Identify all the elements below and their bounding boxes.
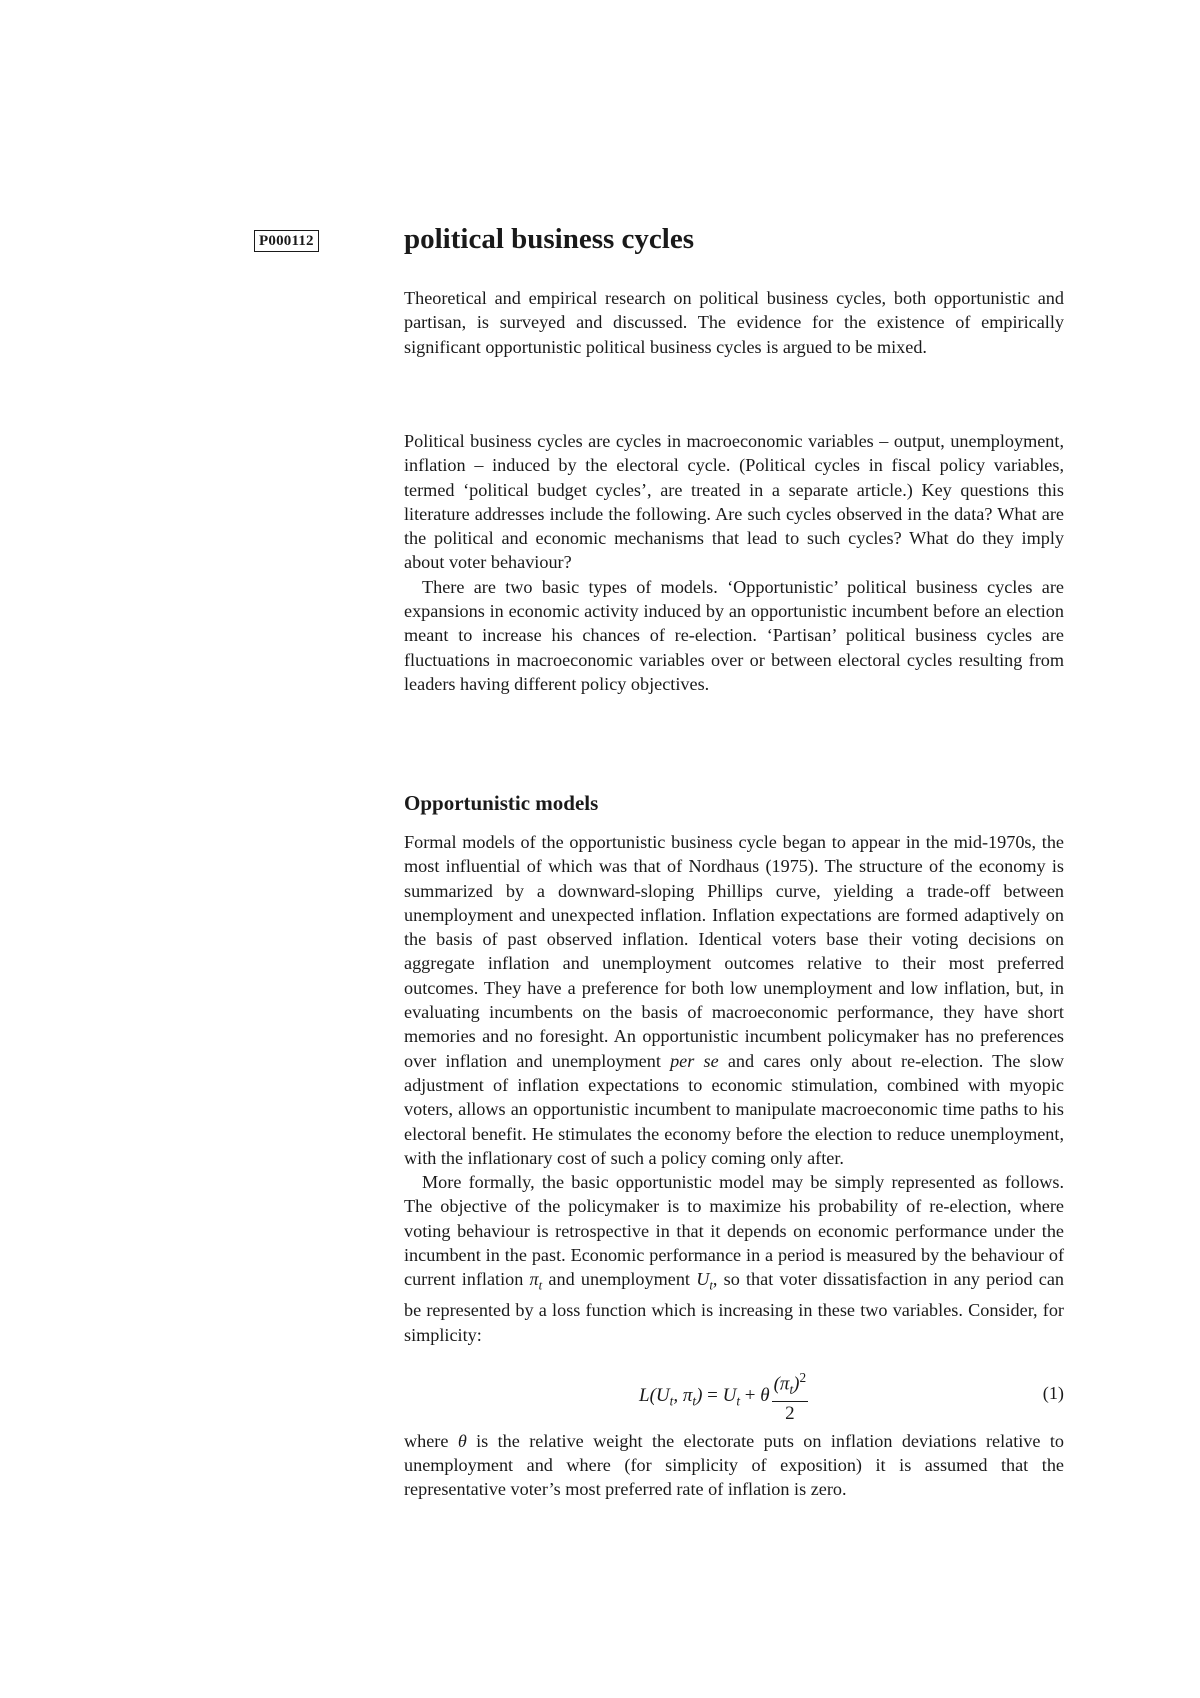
intro-paragraph-1: Political business cycles are cycles in macroeconomic variables – output, unemployment, inflation – induced by the electoral cycle. (Political cycles in fiscal policy variables, termed ‘political budget cycles’, are treated in a separate article.) Key questions this literature addresses include the following. Are such cycles observed in the data? What are the political and economic mechanisms that lead to such cycles? What do they imply about voter behaviour? xyxy=(404,431,1064,573)
equation-1 xyxy=(404,1359,1064,1423)
u-t-symbol: $U_t$ xyxy=(696,1269,713,1293)
abstract-paragraph: Theoretical and empirical research on political business cycles, both opportunistic and partisan, is surveyed and discussed. The evidence for the existence of empirically significant opportunistic political business cycles is argued to be mixed. xyxy=(404,288,1064,357)
p2-text-c: , so that voter dissatisfaction in any period can be represented by a loss function which is increasing in these two variables. Consider, for simplicity: xyxy=(404,1269,1065,1345)
p2-text-a: More formally, the basic opportunistic model may be simply represented as follows. The objective of the policymaker is to maximize his probability of re-election, where voting behaviour is retrospective in that it depends on economic performance under the incumbent in the past. Economic performance in a period is measured by the behaviour of current inflation xyxy=(404,1172,1064,1290)
intro-section xyxy=(404,429,1064,696)
theta-symbol: θ xyxy=(457,1430,467,1451)
body-paragraph-1 xyxy=(404,830,1064,1170)
abstract xyxy=(404,286,1064,359)
section-body xyxy=(404,830,1064,1502)
loss-function-formula: $L(U_t$, $\pi_t) = U_t + \theta$ $\frac{(\pi_t)^2}{2}$ xyxy=(639,1367,808,1426)
entry-title: political business cycles xyxy=(404,223,695,255)
p3-text-b: is the relative weight the electorate puts on inflation deviations relative to unemployment and where (for simplicity of exposition) it is assumed that the representative voter’s most preferred rate of inflation is zero. xyxy=(404,1430,1064,1500)
body-paragraph-2 xyxy=(404,1170,1064,1347)
entry-id-box: P000112 xyxy=(254,230,319,252)
p2-text-b: and unemployment xyxy=(542,1269,697,1290)
p1-text-b: and cares only about re-election. The slow adjustment of inflation expectations to economic stimulation, combined with myopic voters, allows an opportunistic incumbent to manipulate macroeconomic time paths to his electoral benefit. He stimulates the economy before the election to reduce unemployment, with the inflationary cost of such a policy coming only after. xyxy=(404,1050,1064,1168)
intro-paragraph-2: There are two basic types of models. ‘Opportunistic’ political business cycles are expansions in economic activity induced by an opportunistic incumbent before an election meant to increase his chances of re-election. ‘Partisan’ political business cycles are fluctuations in macroeconomic variables over or between electoral cycles resulting from leaders having different policy objectives. xyxy=(404,576,1064,694)
pi-t-symbol: $\pi_t$ xyxy=(529,1269,543,1293)
body-paragraph-3 xyxy=(404,1429,1064,1502)
section-heading: Opportunistic models xyxy=(404,791,599,815)
p3-text-a: where xyxy=(404,1430,458,1451)
equation-number: (1) xyxy=(1042,1382,1064,1403)
p1-italic-per-se: per se xyxy=(670,1050,719,1071)
p1-text-a: Formal models of the opportunistic business cycle began to appear in the mid-1970s, the most influential of which was that of Nordhaus (1975). The structure of the economy is summarized by a downward-sloping Phillips curve, yielding a trade-off between unemployment and unexpected inflation. Inflation expectations are formed adaptively on the basis of past observed inflation. Identical voters base their voting decisions on aggregate inflation and unemployment outcomes relative to their most preferred outcomes. They have a preference for both low unemployment and low inflation, but, in evaluating incumbents on the basis of macroeconomic performance, they have short memories and no foresight. An opportunistic incumbent policymaker has no preferences over inflation and unemployment xyxy=(404,832,1064,1071)
